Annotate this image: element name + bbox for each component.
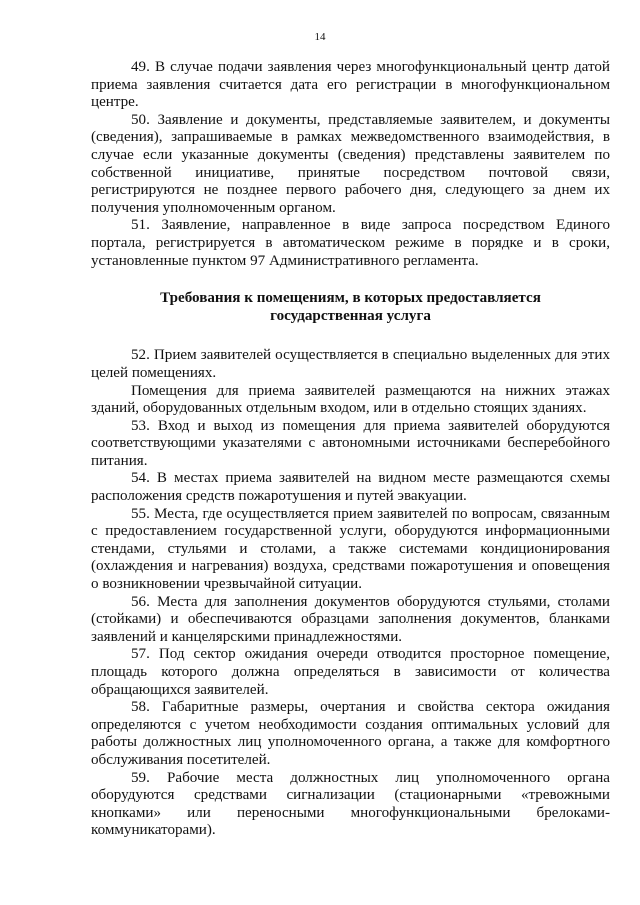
paragraph-52-premises: Помещения для приема заявителей размещаются на нижних этажах зданий, оборудованных отдельным входом, или в отдельно стоящих зданиях. xyxy=(91,382,610,417)
paragraph-54: 54. В местах приема заявителей на видном месте размещаются схемы расположения средств пожаротушения и путей эвакуации. xyxy=(91,470,610,505)
paragraph-53: 53. Вход и выход из помещения для приема заявителей оборудуются соответствующими указателями с автономными источниками бесперебойного питания. xyxy=(91,417,610,469)
paragraph-56: 56. Места для заполнения документов оборудуются стульями, столами (стойками) и обеспечиваются образцами заполнения документов, бланками заявлений и канцелярскими принадлежностями. xyxy=(91,593,610,645)
paragraph-49: 49. В случае подачи заявления через многофункциональный центр датой приема заявления считается дата его регистрации в многофункциональном центре. xyxy=(91,59,610,111)
paragraph-57: 57. Под сектор ожидания очереди отводится просторное помещение, площадь которого должна определяться в зависимости от количества обращающихся заявителей. xyxy=(91,646,610,698)
paragraph-50: 50. Заявление и документы, представляемые заявителем, и документы (сведения), запрашиваемые в рамках межведомственного взаимодействия, в случае если указанные документы (сведения) представлены заявителем по собственной инициативе, принятые посредством почтовой связи, регистрируются не позднее первого рабочего дня, следующего за днем их получения уполномоченным органом. xyxy=(91,111,610,216)
paragraph-58: 58. Габаритные размеры, очертания и свойства сектора ожидания определяются с учетом необходимости создания оптимальных условий для работы должностных лиц уполномоченного органа, а также для комфортного обслуживания посетителей. xyxy=(91,699,610,768)
paragraph-59: 59. Рабочие места должностных лиц уполномоченного органа оборудуются средствами сигнализации (стационарными «тревожными кнопками» или переносными многофункциональными брелоками-коммуникаторами). xyxy=(91,769,610,839)
paragraph-55: 55. Места, где осуществляется прием заявителей по вопросам, связанным с предоставлением государственной услуги, оборудуются информационными стендами, стульями и столами, а также системами кондиционирования (охлаждения и нагревания) воздуха, средствами пожаротушения и оповещения о возникновении чрезвычайной ситуации. xyxy=(91,505,610,593)
document-body xyxy=(91,59,610,840)
paragraph-51: 51. Заявление, направленное в виде запроса посредством Единого портала, регистрируется в автоматическом режиме в порядке и в сроки, установленные пунктом 97 Административного регламента. xyxy=(91,217,610,269)
section-heading xyxy=(91,290,610,325)
section-heading-line-1: Требования к помещениям, в которых предоставляется xyxy=(160,290,541,307)
page-number: 14 xyxy=(314,31,326,43)
section-heading-line-2: государственная услуга xyxy=(270,307,431,324)
paragraph-52: 52. Прием заявителей осуществляется в специально выделенных для этих целей помещениях. xyxy=(91,347,610,381)
